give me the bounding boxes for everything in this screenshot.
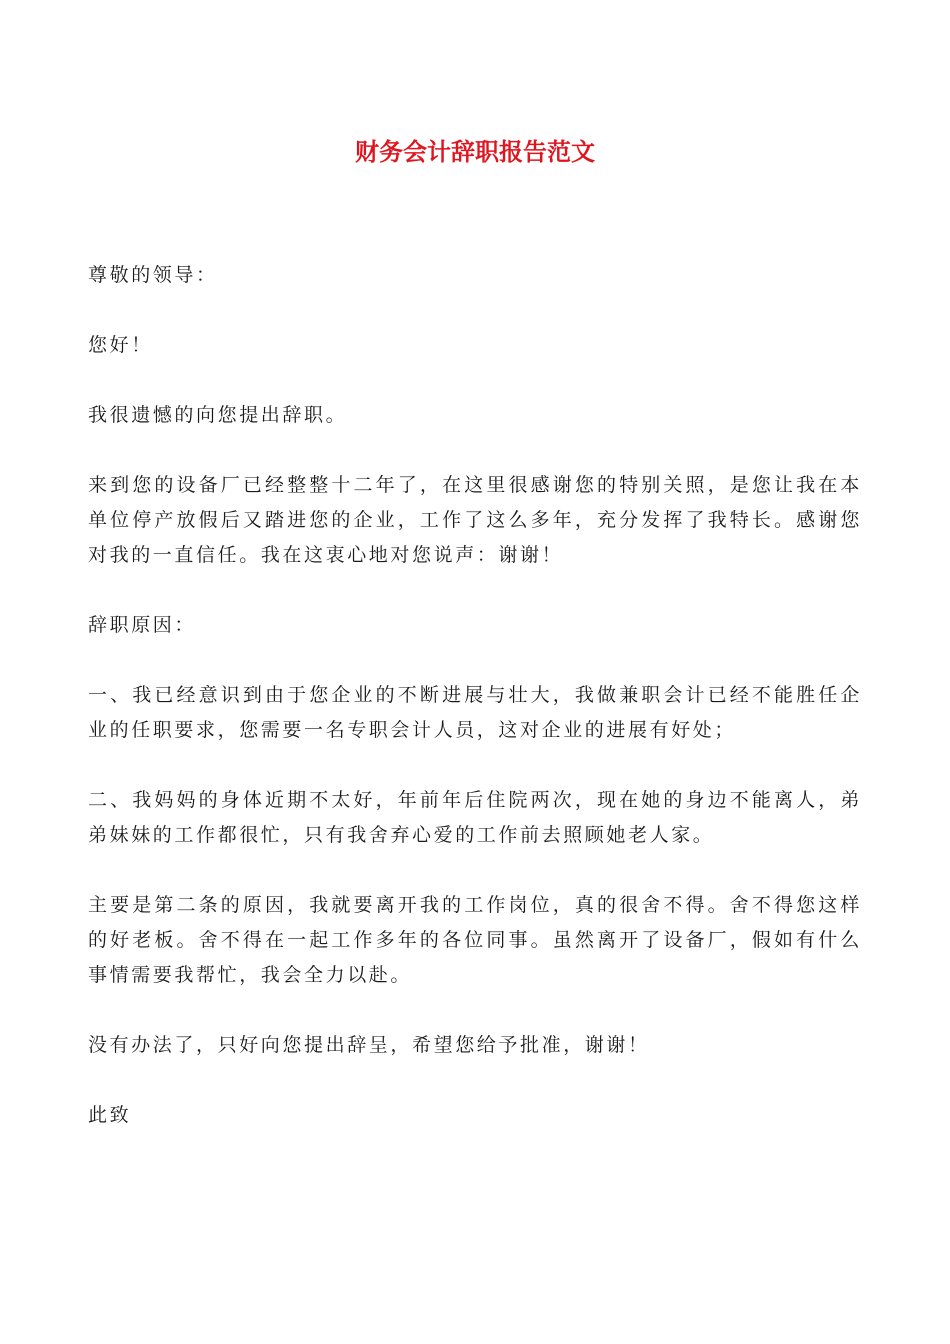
paragraph-intro: 我很遗憾的向您提出辞职。	[88, 404, 348, 426]
paragraph-request: 没有办法了，只好向您提出辞呈，希望您给予批准，谢谢！	[88, 1034, 650, 1056]
paragraph-reason-one: 一、我已经意识到由于您企业的不断进展与壮大，我做兼职会计已经不能胜任企业的任职要求，您需要一名专职会计人员，这对企业的进展有好处；	[88, 684, 862, 741]
paragraph-reasons-heading: 辞职原因：	[88, 614, 197, 636]
document-body	[88, 258, 862, 1133]
paragraph-reason-two: 二、我妈妈的身体近期不太好，年前年后住院两次，现在她的身边不能离人，弟弟妹妹的工作都很忙，只有我舍弃心爱的工作前去照顾她老人家。	[88, 789, 862, 846]
salutation: 尊敬的领导：	[88, 264, 218, 286]
closing: 此致	[88, 1104, 132, 1126]
paragraph-main-reason: 主要是第二条的原因，我就要离开我的工作岗位，真的很舍不得。舍不得您这样的好老板。舍不得在一起工作多年的各位同事。虽然离开了设备厂，假如有什么事情需要我帮忙，我会全力以赴。	[88, 894, 862, 986]
paragraph-gratitude: 来到您的设备厂已经整整十二年了，在这里很感谢您的特别关照，是您让我在本单位停产放假后又踏进您的企业，工作了这么多年，充分发挥了我特长。感谢您对我的一直信任。我在这衷心地对您说声：谢谢！	[88, 474, 862, 566]
document-title: 财务会计辞职报告范文	[355, 138, 595, 166]
greeting: 您好！	[88, 334, 153, 356]
